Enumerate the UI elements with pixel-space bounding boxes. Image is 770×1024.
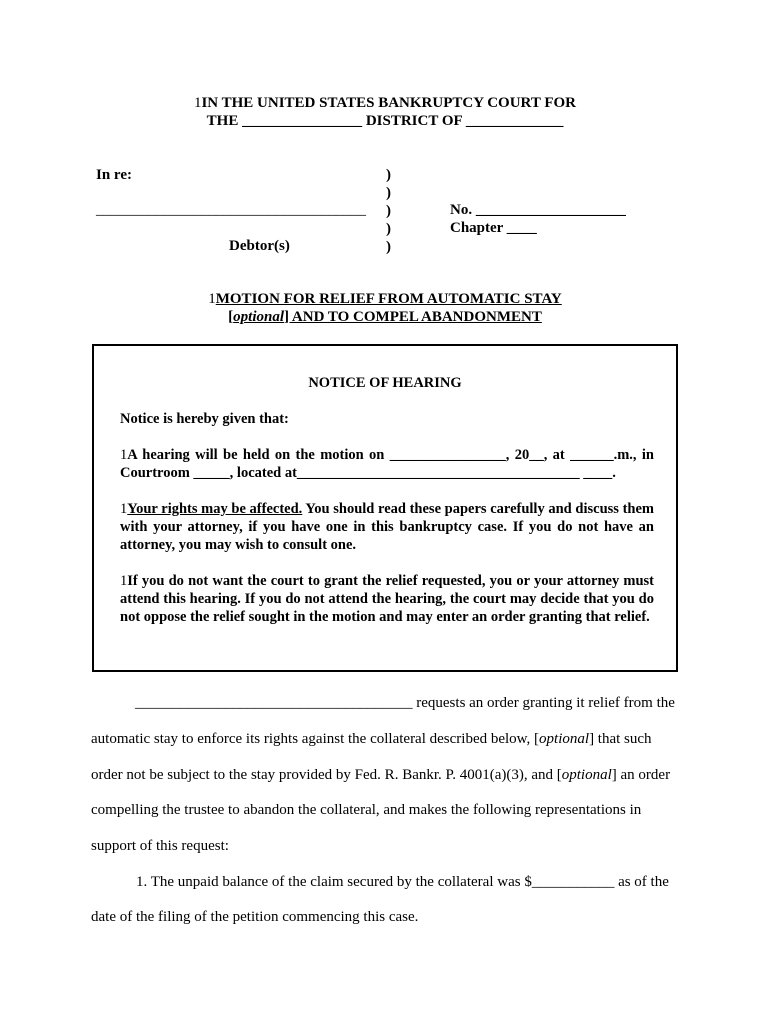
notice-heading: NOTICE OF HEARING (308, 375, 462, 391)
body-line-1: _____________________________________ requests an order granting it relief from the (135, 695, 675, 711)
body-line-4: compelling the trustee to abandon the collateral, and makes the following representations in (91, 802, 642, 818)
footnote-marker: 1 (120, 447, 128, 463)
optional-tag: optional (561, 767, 612, 783)
debtor-name-line: ____________________________________ (96, 202, 366, 218)
item-1-line-2: date of the filing of the petition commencing this case. (91, 909, 419, 925)
body-line-2 (91, 730, 652, 748)
caption-paren: ) (386, 185, 391, 201)
motion-title-line2 (0, 308, 770, 326)
body-line-5: support of this request: (91, 838, 229, 854)
rights-text: You should read these papers carefully and discuss them with your attorney, if you have one in this bankruptcy case. If you do not have an attorney, you may wish to consult one. (120, 501, 654, 553)
hearing-details: A hearing will be held on the motion on ________________, 20__, at ______.m., in Courtroom _____, located at_______________________________________ ____. (120, 447, 654, 481)
item-1-line-1: 1. The unpaid balance of the claim secured by the collateral was $___________ as of the (136, 874, 669, 890)
chapter-field: Chapter ____ (450, 220, 537, 236)
text: automatic stay to enforce its rights against the collateral described below, [ (91, 731, 540, 747)
text: order not be subject to the stay provided by Fed. R. Bankr. P. 4001(a)(3), and [ (91, 767, 562, 783)
notice-paragraph-attend (120, 572, 654, 626)
optional-tag: optional (539, 731, 590, 747)
caption-paren: ) (386, 221, 391, 237)
body-line-3 (91, 766, 670, 784)
debtor-label: Debtor(s) (229, 238, 290, 254)
text: ] that such (589, 731, 652, 747)
caption-paren: ) (386, 239, 391, 255)
footnote-marker: 1 (193, 95, 202, 111)
motion-title-rest: ] AND TO COMPEL ABANDONMENT (284, 309, 542, 325)
caption-paren: ) (386, 167, 391, 183)
footnote-marker: 1 (208, 291, 216, 307)
text: ] an order (611, 767, 671, 783)
caption-paren: ) (386, 203, 391, 219)
footnote-marker: 1 (120, 501, 128, 517)
notice-given: Notice is hereby given that: (120, 411, 289, 427)
court-header-line1 (0, 94, 770, 112)
bracket: [ (228, 309, 234, 325)
case-number-field: No. ____________________ (450, 202, 626, 218)
court-name: IN THE UNITED STATES BANKRUPTCY COURT FOR (201, 95, 577, 111)
notice-paragraph-rights (120, 500, 654, 554)
optional-tag: optional (233, 309, 285, 325)
footnote-marker: 1 (120, 573, 128, 589)
motion-title: MOTION FOR RELIEF FROM AUTOMATIC STAY (215, 291, 562, 307)
notice-of-hearing-box (92, 344, 678, 672)
attend-text: If you do not want the court to grant the relief requested, you or your attorney must attend this hearing. If you do not attend the hearing, the court may decide that you do not oppose the relief sought in the motion and may enter an order granting that relief. (120, 573, 654, 625)
rights-warning: Your rights may be affected. (127, 501, 303, 517)
notice-paragraph-hearing (120, 446, 654, 482)
court-header-line2: THE ________________ DISTRICT OF _____________ (206, 113, 564, 129)
motion-title-line1 (0, 290, 770, 308)
in-re-label: In re: (96, 167, 132, 183)
